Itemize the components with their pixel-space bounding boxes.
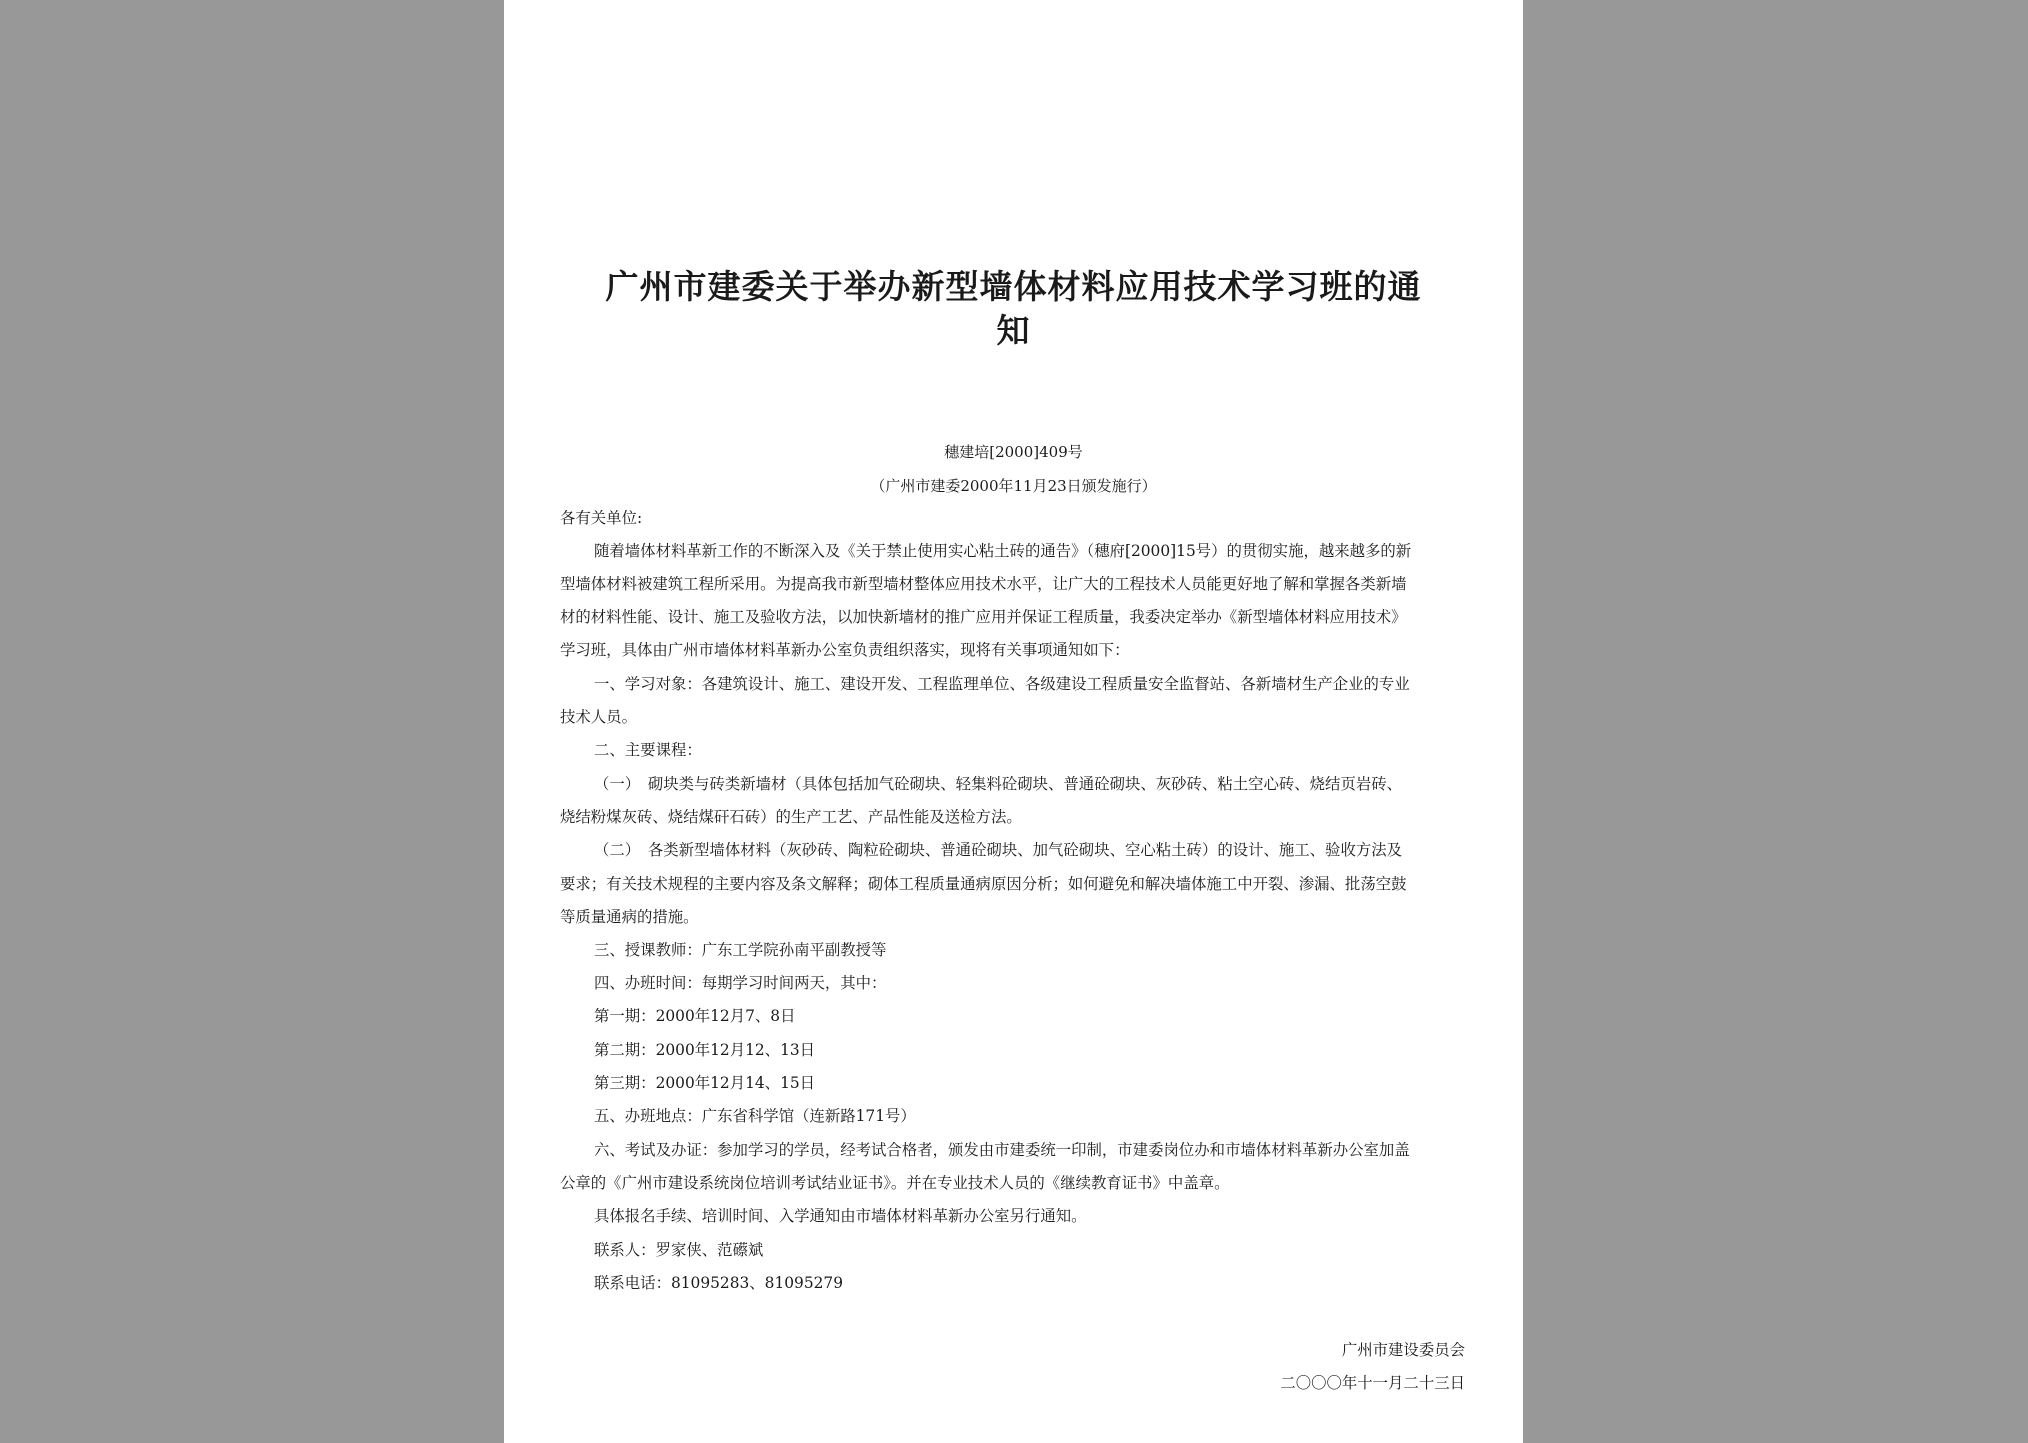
body-line: 要求；有关技术规程的主要内容及条文解释；砌体工程质量通病原因分析；如何避免和解决墙体施工中开裂、渗漏、批荡空鼓 bbox=[560, 875, 1407, 893]
body-line: 联系人：罗家侠、范礤斌 bbox=[594, 1241, 764, 1259]
body-line: 六、考试及办证：参加学习的学员，经考试合格者，颁发由市建委统一印制，市建委岗位办和市墙体材料革新办公室加盖 bbox=[594, 1141, 1410, 1159]
body-line: 第一期：2000年12月7、8日 bbox=[594, 1007, 796, 1025]
body-line: 二、主要课程： bbox=[594, 741, 702, 759]
body-line: 学习班，具体由广州市墙体材料革新办公室负责组织落实，现将有关事项通知如下： bbox=[560, 641, 1130, 659]
document-title-line-1: 广州市建委关于举办新型墙体材料应用技术学习班的通 bbox=[605, 267, 1422, 306]
document-page bbox=[504, 0, 1523, 1443]
body-line: 三、授课教师：广东工学院孙南平副教授等 bbox=[594, 941, 887, 959]
body-line: 烧结粉煤灰砖、烧结煤矸石砖）的生产工艺、产品性能及送检方法。 bbox=[560, 808, 1022, 826]
salutation: 各有关单位: bbox=[560, 509, 643, 527]
body-line: 型墙体材料被建筑工程所采用。为提高我市新型墙材整体应用技术水平，让广大的工程技术人员能更好地了解和掌握各类新墙 bbox=[560, 575, 1407, 593]
body-line: 技术人员。 bbox=[560, 708, 637, 726]
body-line: 具体报名手续、培训时间、入学通知由市墙体材料革新办公室另行通知。 bbox=[594, 1207, 1087, 1225]
body-line: 材的材料性能、设计、施工及验收方法，以加快新墙材的推广应用并保证工程质量，我委决定举办《新型墙体材料应用技术》 bbox=[560, 608, 1407, 626]
signature-date: 二〇〇〇年十一月二十三日 bbox=[1280, 1374, 1465, 1392]
document-number: 穗建培[2000]409号 bbox=[944, 443, 1083, 461]
document-title-line-2: 知 bbox=[996, 311, 1031, 350]
body-line: 第二期：2000年12月12、13日 bbox=[594, 1041, 816, 1059]
issue-note: （广州市建委2000年11月23日颁发施行） bbox=[870, 477, 1157, 495]
body-line: 等质量通病的措施。 bbox=[560, 908, 699, 926]
body-line: 一、学习对象：各建筑设计、施工、建设开发、工程监理单位、各级建设工程质量安全监督站、各新墙材生产企业的专业 bbox=[594, 675, 1410, 693]
signature-organization: 广州市建设委员会 bbox=[1341, 1341, 1465, 1359]
body-line: 公章的《广州市建设系统岗位培训考试结业证书》。并在专业技术人员的《继续教育证书》中盖章。 bbox=[560, 1174, 1230, 1192]
body-line: 五、办班地点：广东省科学馆（连新路171号） bbox=[594, 1107, 916, 1125]
body-line: （一） 砌块类与砖类新墙材（具体包括加气砼砌块、轻集料砼砌块、普通砼砌块、灰砂砖、粘土空心砖、烧结页岩砖、 bbox=[594, 775, 1403, 793]
body-line: 联系电话：81095283、81095279 bbox=[594, 1274, 844, 1292]
body-line: 第三期：2000年12月14、15日 bbox=[594, 1074, 816, 1092]
body-line: 四、办班时间：每期学习时间两天，其中： bbox=[594, 974, 887, 992]
body-line: （二） 各类新型墙体材料（灰砂砖、陶粒砼砌块、普通砼砌块、加气砼砌块、空心粘土砖）的设计、施工、验收方法及 bbox=[594, 841, 1403, 859]
body-line: 随着墙体材料革新工作的不断深入及《关于禁止使用实心粘土砖的通告》（穗府[2000]15号）的贯彻实施，越来越多的新 bbox=[594, 542, 1412, 560]
